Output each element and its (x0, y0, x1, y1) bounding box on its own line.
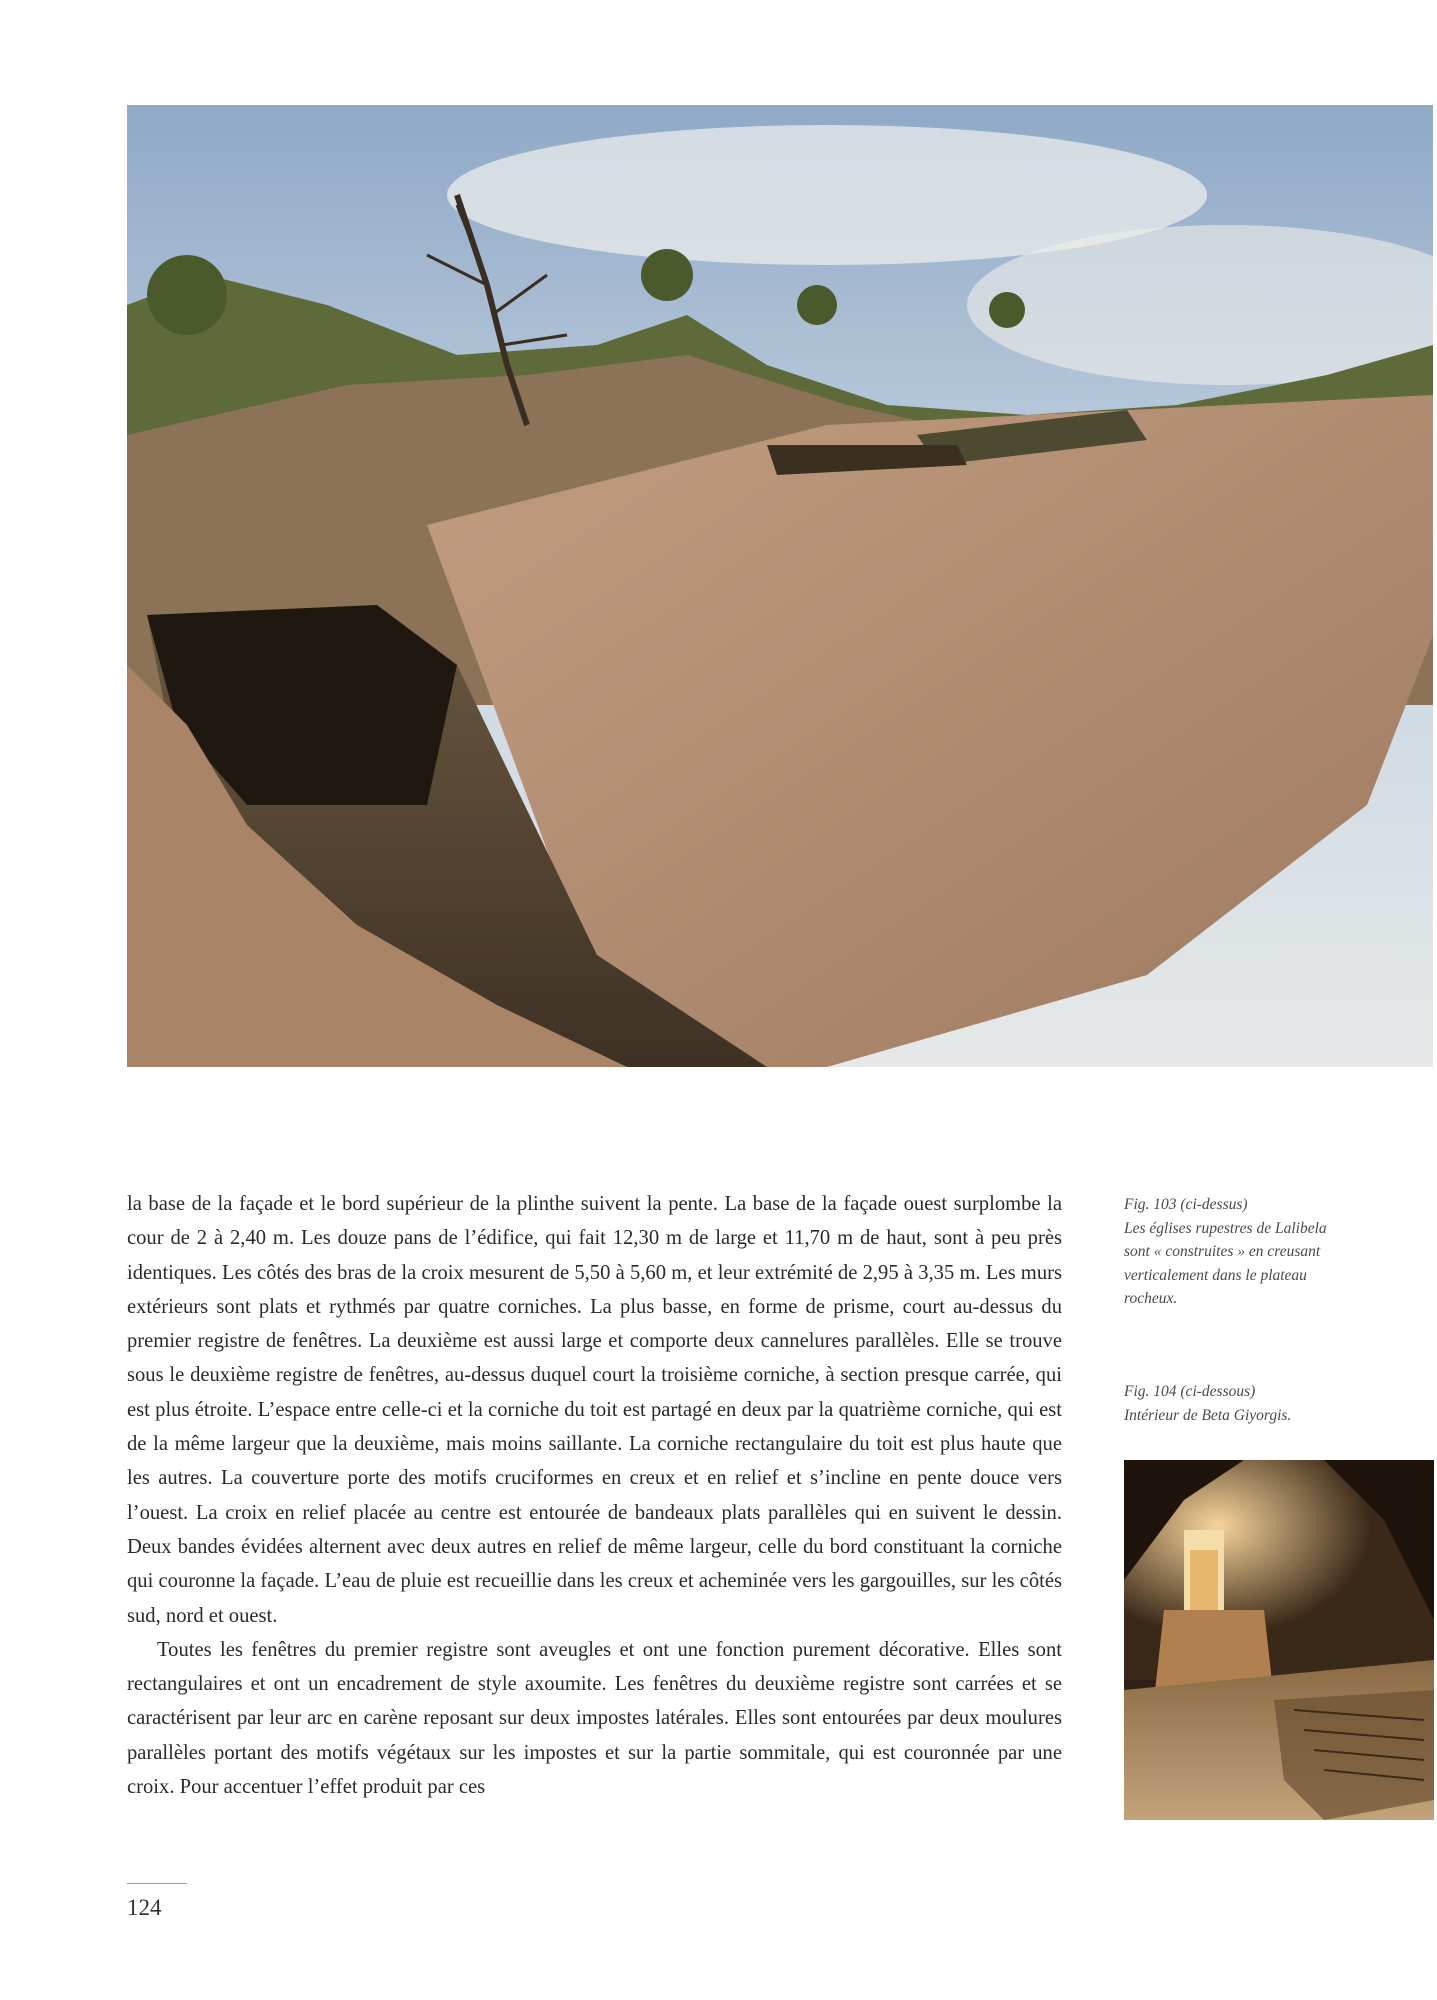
caption-label: Fig. 103 (ci-dessus) (1124, 1196, 1248, 1213)
caption-text: Les églises rupestres de Lalibela sont « construites » en creusant verticalement dans le plateau rocheux. (1124, 1219, 1327, 1307)
caption-text: Intérieur de Beta Giyorgis. (1124, 1406, 1292, 1424)
figure-104-photo (1124, 1460, 1434, 1820)
caption-fig-103 (1124, 1193, 1354, 1311)
body-text (127, 1187, 1062, 1804)
folio-rule (127, 1883, 187, 1884)
caption-fig-104 (1124, 1380, 1354, 1427)
figure-103-photo (127, 105, 1433, 1067)
body-paragraph: Toutes les fenêtres du premier registre sont aveugles et ont une fonction purement décorative. Elles sont rectangulaires et ont un encadrement de style axoumite. Les fenêtres du deuxième registre sont carrées et se caractérisent par leur arc en carène reposant sur deux impostes latérales. Elles sont entourées par deux moulures parallèles portant des motifs végétaux sur les impostes et sur la partie sommitale, qui est couronnée par une croix. Pour accentuer l’effet produit par ces (127, 1638, 1062, 1799)
page-number: 124 (127, 1895, 162, 1920)
caption-label: Fig. 104 (ci-dessous) (1124, 1383, 1256, 1400)
body-paragraph: la base de la façade et le bord supérieur de la plinthe suivent la pente. La base de la façade ouest surplombe la cour de 2 à 2,40 m. Les douze pans de l’édifice, qui fait 12,30 m de large et 11,70 m de haut, sont à peu près identiques. Les côtés des bras de la croix mesurent de 5,50 à 5,60 m, et leur extrémité de 2,95 à 3,35 m. Les murs extérieurs sont plats et rythmés par quatre corniches. La plus basse, en forme de prisme, court au-dessus du premier registre de fenêtres. La deuxième est aussi large et comporte deux cannelures parallèles. Elle se trouve sous le deuxième registre de fenêtres, au-dessus duquel court la troisième corniche, à section presque carrée, qui est plus étroite. L’espace entre celle-ci et la corniche du toit est partagé en deux par la quatrième corniche, qui est de la même largeur que la deuxième, mais moins saillante. La corniche rectangulaire du toit est plus haute que les autres. La couverture porte des motifs cruciformes en creux et en relief et s’incline en pente douce vers l’ouest. La croix en relief placée au centre est entourée de bandeaux plats parallèles qui en suivent le dessin. Deux bandes évidées alternent avec deux autres en relief de même largeur, celle du bord constituant la corniche qui couronne la façade. L’eau de pluie est recueillie dans les creux et acheminée vers les gargouilles, sur les côtés sud, nord et ouest. (127, 1193, 1062, 1627)
